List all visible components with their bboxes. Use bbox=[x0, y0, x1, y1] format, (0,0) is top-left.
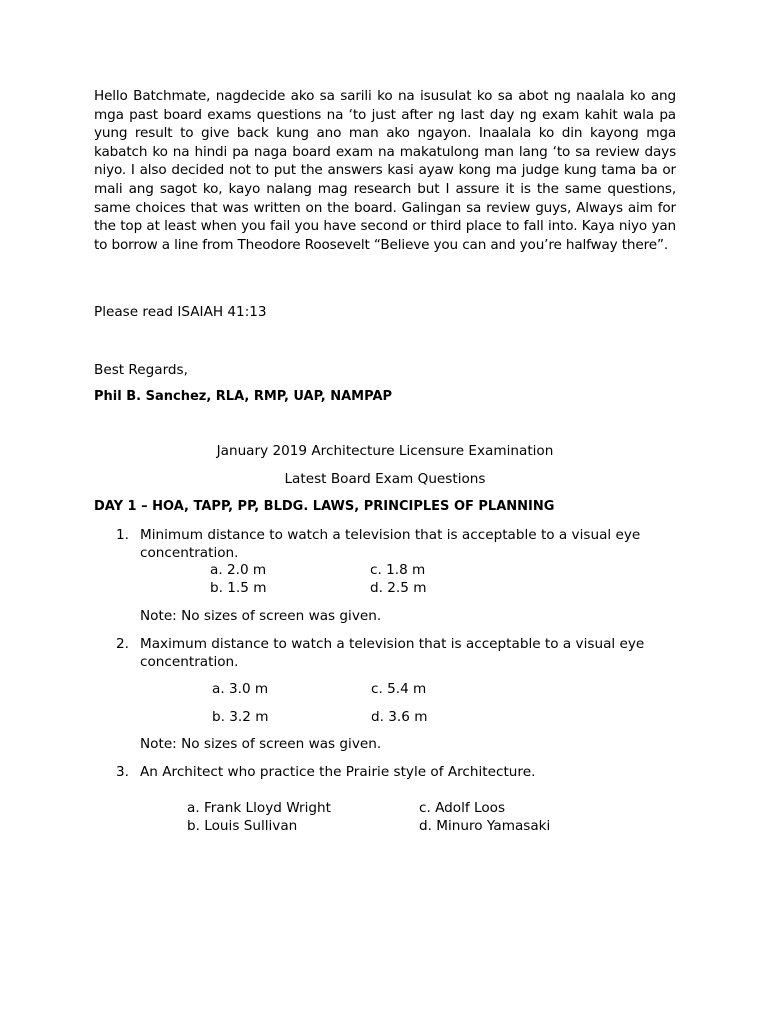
question-number: 3. bbox=[116, 764, 129, 780]
question-text: Minimum distance to watch a television that is acceptable to a visual eye concentration. bbox=[140, 527, 641, 561]
question-note: Note: No sizes of screen was given. bbox=[140, 608, 382, 624]
signature: Phil B. Sanchez, RLA, RMP, UAP, NAMPAP bbox=[94, 389, 393, 404]
read-note: Please read ISAIAH 41:13 bbox=[94, 304, 267, 320]
closing-line: Best Regards, bbox=[94, 362, 188, 378]
option-c: c. 1.8 m bbox=[370, 562, 426, 578]
option-a: a. 3.0 m bbox=[212, 681, 269, 697]
option-b: b. 1.5 m bbox=[210, 580, 267, 596]
option-a: a. Frank Lloyd Wright bbox=[187, 800, 331, 816]
question-note: Note: No sizes of screen was given. bbox=[140, 736, 382, 752]
question-text: Maximum distance to watch a television that is acceptable to a visual eye concentration. bbox=[140, 636, 645, 670]
option-c: c. Adolf Loos bbox=[419, 800, 506, 816]
exam-title: January 2019 Architecture Licensure Examination bbox=[216, 443, 554, 459]
option-d: d. 3.6 m bbox=[371, 709, 428, 725]
intro-paragraph: Hello Batchmate, nagdecide ako sa sarili ko na isusulat ko sa abot ng naalala ko ang mga past board exams questions na ‘to just after ng last day ng exam kahit wala pa yung result to give back kung ano man ako ngayon. Inaalala ko din kayong mga kabatch ko na hindi pa naga board exam na makatulong man lang ‘to sa review days niyo. I also decided not to put the answers kasi ayaw kong ma judge kung tama ba or mali ang sagot ko, kayo nalang mag research but I assure it is the same questions, same choices that was written on the board. Galingan sa review guys, Always aim for the top at least when you fail you have second or third place to fall into. Kaya niyo yan to borrow a line from Theodore Roosevelt “Believe you can and you’re halfway there”. bbox=[94, 88, 676, 253]
option-b: b. 3.2 m bbox=[212, 709, 269, 725]
option-a: a. 2.0 m bbox=[210, 562, 267, 578]
question-number: 2. bbox=[116, 636, 129, 652]
option-c: c. 5.4 m bbox=[371, 681, 427, 697]
option-d: d. Minuro Yamasaki bbox=[419, 818, 551, 834]
day-heading: DAY 1 – HOA, TAPP, PP, BLDG. LAWS, PRINCIPLES OF PLANNING bbox=[94, 499, 555, 514]
exam-subtitle: Latest Board Exam Questions bbox=[284, 471, 486, 487]
question-text: An Architect who practice the Prairie style of Architecture. bbox=[140, 764, 536, 780]
option-d: d. 2.5 m bbox=[370, 580, 427, 596]
option-b: b. Louis Sullivan bbox=[187, 818, 298, 834]
question-number: 1. bbox=[116, 527, 129, 543]
